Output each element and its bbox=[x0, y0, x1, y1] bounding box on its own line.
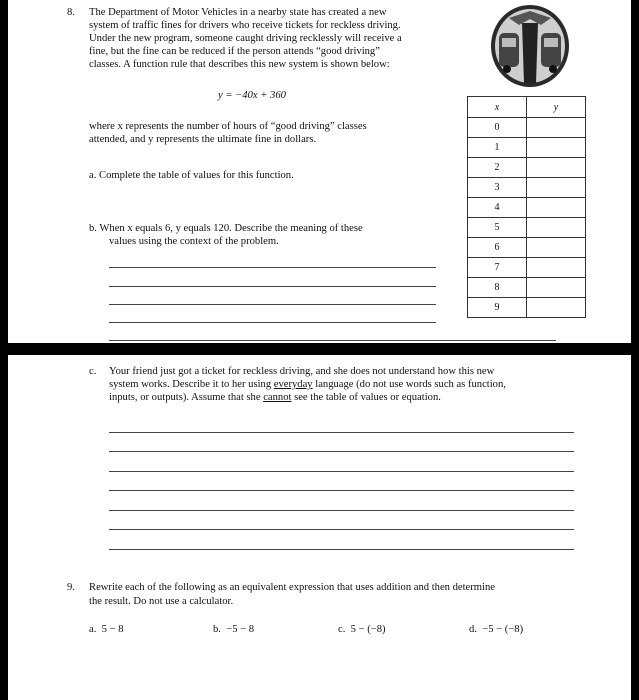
intro-line: The Department of Motor Vehicles in a nearby state has created a new bbox=[89, 7, 387, 18]
part-c-prompt: Your friend just got a ticket for reckless driving, and she does not understand how this new bbox=[109, 366, 495, 377]
x-cell: 5 bbox=[468, 218, 527, 238]
question-9-prompt: the result. Do not use a calculator. bbox=[89, 596, 234, 607]
x-cell: 3 bbox=[468, 178, 527, 198]
table-row bbox=[468, 278, 586, 298]
table-header-y: y bbox=[527, 97, 586, 118]
table-row bbox=[468, 298, 586, 318]
values-table bbox=[467, 96, 586, 318]
table-header-x: x bbox=[468, 97, 527, 118]
answer-line[interactable] bbox=[109, 322, 436, 323]
part-b-prompt: b. When x equals 6, y equals 120. Describe the meaning of these bbox=[89, 223, 363, 234]
x-cell: 4 bbox=[468, 198, 527, 218]
table-row bbox=[468, 218, 586, 238]
expression-item: b. −5 − 8 bbox=[213, 624, 255, 635]
y-cell[interactable] bbox=[527, 218, 586, 238]
y-cell[interactable] bbox=[527, 118, 586, 138]
answer-line[interactable] bbox=[109, 340, 556, 341]
y-cell[interactable] bbox=[527, 258, 586, 278]
expression-item: c. 5 − (−8) bbox=[338, 624, 386, 635]
intro-line: Under the new program, someone caught driving recklessly will receive a bbox=[89, 33, 402, 44]
car-crash-illustration-icon bbox=[489, 3, 571, 89]
table-row bbox=[468, 258, 586, 278]
answer-line[interactable] bbox=[109, 529, 574, 530]
y-cell[interactable] bbox=[527, 178, 586, 198]
table-row bbox=[468, 178, 586, 198]
part-a-prompt: a. Complete the table of values for this function. bbox=[89, 170, 294, 181]
variable-definition: where x represents the number of hours of “good driving” classes bbox=[89, 121, 367, 132]
answer-line[interactable] bbox=[109, 490, 574, 491]
x-cell: 1 bbox=[468, 138, 527, 158]
y-cell[interactable] bbox=[527, 158, 586, 178]
x-cell: 2 bbox=[468, 158, 527, 178]
y-cell[interactable] bbox=[527, 138, 586, 158]
question-9-number: 9. bbox=[67, 582, 75, 593]
answer-line[interactable] bbox=[109, 451, 574, 452]
intro-line: classes. A function rule that describes this new system is shown below: bbox=[89, 59, 390, 70]
function-equation: y = −40x + 360 bbox=[218, 90, 286, 101]
x-cell: 7 bbox=[468, 258, 527, 278]
x-cell: 6 bbox=[468, 238, 527, 258]
answer-line[interactable] bbox=[109, 286, 436, 287]
worksheet-page-bottom bbox=[8, 355, 631, 700]
x-cell: 0 bbox=[468, 118, 527, 138]
table-row bbox=[468, 158, 586, 178]
part-b-prompt: values using the context of the problem. bbox=[109, 236, 279, 247]
expression-item: a. 5 − 8 bbox=[89, 624, 124, 635]
table-row bbox=[468, 118, 586, 138]
answer-line[interactable] bbox=[109, 471, 574, 472]
intro-line: fine, but the fine can be reduced if the person attends “good driving” bbox=[89, 46, 380, 57]
answer-line[interactable] bbox=[109, 549, 574, 550]
part-c-prompt: system works. Describe it to her using everyday language (do not use words such as function, bbox=[109, 379, 506, 390]
answer-line[interactable] bbox=[109, 267, 436, 268]
question-8-number: 8. bbox=[67, 7, 75, 18]
expression-item: d. −5 − (−8) bbox=[469, 624, 524, 635]
y-cell[interactable] bbox=[527, 278, 586, 298]
x-cell: 8 bbox=[468, 278, 527, 298]
answer-line[interactable] bbox=[109, 432, 574, 433]
question-9-prompt: Rewrite each of the following as an equivalent expression that uses addition and then determine bbox=[89, 582, 495, 593]
y-cell[interactable] bbox=[527, 198, 586, 218]
intro-line: system of traffic fines for drivers who receive tickets for reckless driving. bbox=[89, 20, 401, 31]
y-cell[interactable] bbox=[527, 298, 586, 318]
y-cell[interactable] bbox=[527, 238, 586, 258]
part-c-label: c. bbox=[89, 366, 97, 377]
table-row bbox=[468, 238, 586, 258]
part-c-prompt: inputs, or outputs). Assume that she cannot see the table of values or equation. bbox=[109, 392, 441, 403]
answer-line[interactable] bbox=[109, 510, 574, 511]
table-row bbox=[468, 138, 586, 158]
x-cell: 9 bbox=[468, 298, 527, 318]
answer-line[interactable] bbox=[109, 304, 436, 305]
variable-definition: attended, and y represents the ultimate fine in dollars. bbox=[89, 134, 317, 145]
table-row bbox=[468, 198, 586, 218]
worksheet-page-top bbox=[8, 0, 631, 343]
